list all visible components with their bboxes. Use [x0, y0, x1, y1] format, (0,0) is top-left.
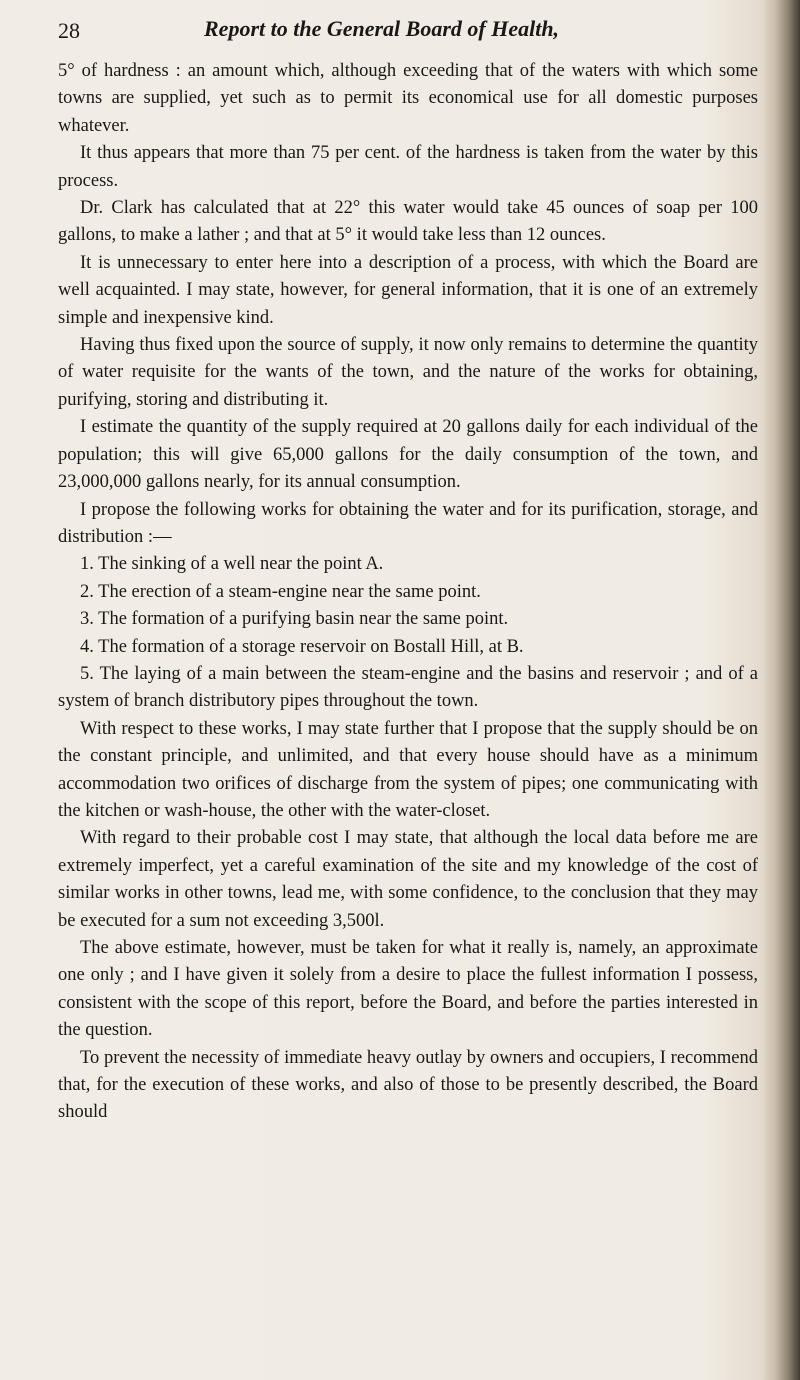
paragraph-8: With respect to these works, I may state further that I propose that the supply should be on the constant principle, and unlimited, and that every house should have as a minimum accommodation two orifices of discharge from the system of pipes; one communicating with the kitchen or wash-house, the other with the water-closet. [58, 718, 758, 821]
list-item-2: 2. The erection of a steam-engine near the same point. [80, 581, 481, 602]
paragraph-9: With regard to their probable cost I may state, that although the local data before me are extremely imperfect, yet a careful examination of the site and my knowledge of the cost of similar works in other towns, lead me, with some confidence, to the conclusion that they may be executed for a sum not exceeding 3,500l. [58, 828, 758, 931]
paragraph-2: It thus appears that more than 75 per cent. of the hardness is taken from the water by this process. [58, 143, 758, 191]
paragraph-3: Dr. Clark has calculated that at 22° this water would take 45 ounces of soap per 100 gallons, to make a lather ; and that at 5° it would take less than 12 ounces. [58, 198, 758, 246]
paragraph-6: I estimate the quantity of the supply required at 20 gallons daily for each individual of the population; this will give 65,000 gallons for the daily consumption of the town, and 23,000,000 gallons nearly, for its annual consumption. [58, 417, 758, 493]
list-item-4: 4. The formation of a storage reservoir on Bostall Hill, at B. [80, 636, 524, 657]
paragraph-7: I propose the following works for obtaining the water and for its purification, storage, and distribution :— [58, 499, 758, 547]
paragraph-10: The above estimate, however, must be taken for what it really is, namely, an approximate one only ; and I have given it solely from a desire to place the fullest information I possess, consistent with the scope of this report, before the Board, and before the parties interested in the question. [58, 938, 758, 1041]
list-item-3: 3. The formation of a purifying basin near the same point. [80, 609, 509, 630]
page-header [58, 12, 718, 52]
page-binding-shadow [762, 0, 800, 1380]
list-item-5: 5. The laying of a main between the steam-engine and the basins and reservoir ; and of a system of branch distributory pipes throughout the town. [58, 663, 758, 712]
paragraph-4: It is unnecessary to enter here into a description of a process, with which the Board are well acquainted. I may state, however, for general information, that it is one of an extremely simple and inexpensive kind. [58, 252, 758, 328]
paragraph-5: Having thus fixed upon the source of supply, it now only remains to determine the quantity of water requisite for the wants of the town, and the nature of the works for obtaining, purifying, storing and distributing it. [58, 335, 758, 410]
paragraph-1: 5° of hardness : an amount which, although exceeding that of the waters with which some towns are supplied, yet such as to permit its economical use for all domestic purposes whatever. [58, 61, 758, 136]
list-item-1: 1. The sinking of a well near the point A. [80, 554, 384, 575]
running-title: Report to the General Board of Health, [204, 16, 560, 41]
paragraph-11: To prevent the necessity of immediate heavy outlay by owners and occupiers, I recommend that, for the execution of these works, and also of those to be presently described, the Board should [58, 1047, 758, 1123]
body-text [58, 58, 758, 1127]
page-number: 28 [58, 18, 80, 43]
